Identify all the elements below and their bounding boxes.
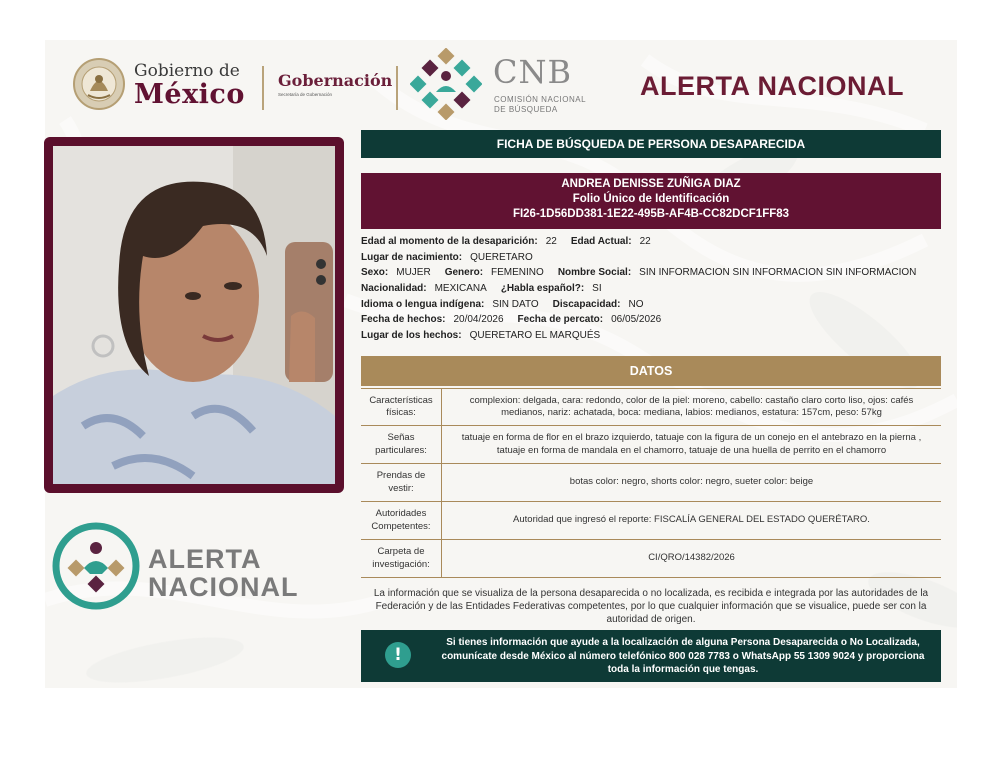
prendas-value: botas color: negro, shorts color: negro, sueter color: beige — [442, 464, 942, 502]
edad-actual-value: 22 — [639, 236, 651, 247]
carpeta-label: Carpeta de investigación: — [361, 540, 442, 578]
alerta-nacional-logo-text — [148, 545, 299, 601]
cnb-subtitle-line1: COMISIÓN NACIONAL — [494, 95, 587, 104]
header-divider — [262, 66, 264, 110]
folio-value: FI26-1D56DD381-1E22-495B-AF4B-CC82DCF1FF83 — [512, 208, 790, 220]
details-row-nacimiento — [361, 250, 941, 266]
cnb-title: CNB — [493, 53, 572, 91]
disclaimer-text: La información que se visualiza de la persona desaparecida o no localizada, es recibida e integrada por las autoridades de la Federación y de las Entidades Federativas competentes, por lo que cualquier información que se visualice, puede ser con la autoridad de origen. — [373, 588, 929, 625]
alerta-logo-line2: NACIONAL — [148, 572, 299, 602]
mexico-seal-icon — [72, 57, 126, 111]
person-photo — [53, 146, 335, 484]
datos-title-bar: DATOS — [361, 356, 941, 386]
fecha-hechos-value: 20/04/2026 — [453, 314, 504, 325]
genero-value: FEMENINO — [491, 267, 544, 278]
discapacidad-label: Discapacidad: — [552, 298, 621, 310]
cnb-logo-icon — [410, 48, 482, 120]
caracteristicas-value: complexion: delgada, cara: redondo, color de la piel: moreno, cabello: castaño claro corto liso, ojos: cafés medianos, nariz: achatada, boca: mediana, labios: medianos, estatura: 157cm, peso: 57kg — [442, 389, 942, 426]
details-row-idioma — [361, 297, 941, 313]
nombre-social-label: Nombre Social: — [557, 267, 632, 278]
nacionalidad-label: Nacionalidad: — [361, 283, 427, 294]
lugar-nac-value: QUERETARO — [470, 251, 533, 263]
cnb-subtitle-line2: DE BÚSQUEDA — [494, 105, 558, 114]
idioma-value: SIN DATO — [492, 298, 539, 310]
autoridades-label: Autoridades Competentes: — [361, 502, 442, 540]
table-row — [361, 464, 941, 502]
edad-desap-label: Edad al momento de la desaparición: — [361, 236, 538, 247]
lugar-hechos-value: QUERETARO EL MARQUÉS — [469, 329, 601, 341]
senas-label: Señas particulares: — [361, 426, 442, 464]
autoridades-value: Autoridad que ingresó el reporte: FISCALÍA GENERAL DEL ESTADO QUERÉTARO. — [442, 502, 942, 540]
fecha-hechos-label: Fecha de hechos: — [361, 314, 446, 325]
alerta-nacional-logo-icon — [52, 522, 140, 610]
details-row-nacionalidad — [361, 281, 941, 297]
edad-desap-value: 22 — [545, 236, 557, 247]
discapacidad-value: NO — [628, 298, 644, 310]
datos-table — [361, 388, 941, 578]
espanol-value: SI — [592, 283, 602, 294]
fecha-percato-label: Fecha de percato: — [517, 314, 604, 325]
table-row — [361, 502, 941, 540]
exclamation-icon: ! — [385, 642, 411, 668]
nacionalidad-value: MEXICANA — [434, 283, 487, 294]
genero-label: Genero: — [444, 267, 484, 278]
lugar-hechos-label: Lugar de los hechos: — [361, 329, 462, 341]
cnb-subtitle — [494, 95, 586, 115]
person-details — [361, 234, 941, 343]
prendas-label: Prendas de vestir: — [361, 464, 442, 502]
alerta-logo-line1: ALERTA — [148, 544, 262, 574]
carpeta-value: CI/QRO/14382/2026 — [442, 540, 942, 578]
details-row-sexo — [361, 266, 941, 279]
table-row — [361, 426, 941, 464]
person-name-block — [361, 173, 941, 229]
sexo-label: Sexo: — [361, 267, 389, 278]
edad-actual-label: Edad Actual: — [570, 236, 632, 247]
gobierno-line1: Gobierno de — [134, 61, 240, 81]
table-row — [361, 540, 941, 578]
caracteristicas-label: Características físicas: — [361, 389, 442, 426]
details-row-lugar-hechos — [361, 328, 941, 344]
nombre-social-value: SIN INFORMACION SIN INFORMACION SIN INFORMACION — [639, 267, 917, 278]
alerta-nacional-title: ALERTA NACIONAL — [640, 71, 904, 101]
details-row-fechas — [361, 312, 941, 328]
contact-callout — [361, 630, 941, 682]
table-row — [361, 389, 941, 426]
gobernacion-subtitle: Secretaría de Gobernación — [278, 92, 333, 97]
contact-callout-text: Si tienes información que ayude a la localización de alguna Persona Desaparecida o No Localizada, comunícate desde México al número telefónico 800 028 7783 o WhatsApp 55 1309 9024 y proporciona toda la información que tengas. — [441, 637, 925, 675]
senas-value: tatuaje en forma de flor en el brazo izquierdo, tatuaje con la figura de un conejo en el antebrazo en la pierna , tatuaje en forma de mandala en el chamorro, tatuaje de una huella de perrito en el chamorro — [442, 426, 942, 464]
gobierno-line2: México — [134, 79, 245, 110]
details-row-edad — [361, 234, 941, 250]
espanol-label: ¿Habla español?: — [500, 283, 585, 294]
lugar-nac-label: Lugar de nacimiento: — [361, 251, 463, 263]
person-name: ANDREA DENISSE ZUÑIGA DIAZ — [561, 178, 741, 190]
fecha-percato-value: 06/05/2026 — [611, 314, 662, 325]
gobernacion-logo — [278, 71, 392, 97]
ficha-title-bar: FICHA DE BÚSQUEDA DE PERSONA DESAPARECIDA — [361, 130, 941, 158]
idioma-label: Idioma o lengua indígena: — [361, 298, 485, 310]
gobernacion-title: Gobernación — [278, 71, 393, 90]
sexo-value: MUJER — [396, 267, 431, 278]
gobierno-mexico-logo — [72, 57, 252, 115]
header-divider — [396, 66, 398, 110]
folio-label: Folio Único de Identificación — [572, 193, 730, 205]
